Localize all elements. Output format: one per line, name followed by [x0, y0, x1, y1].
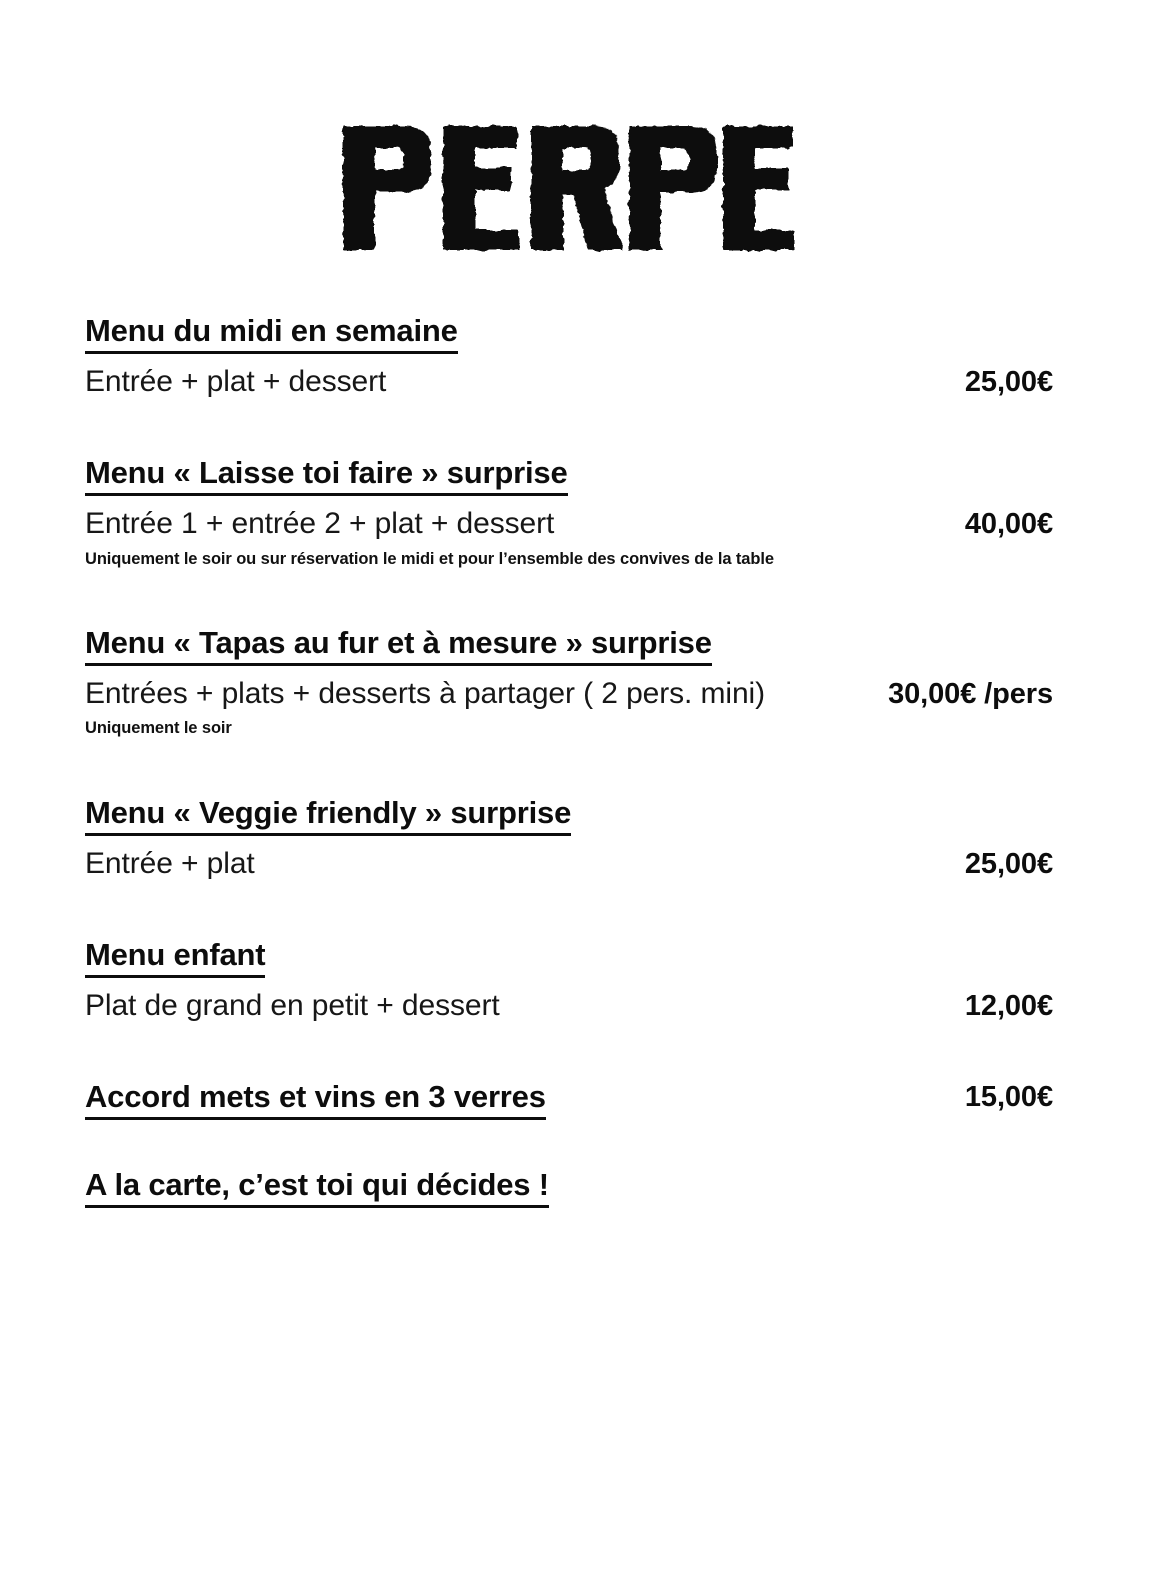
- section-detail-row: [85, 363, 1053, 401]
- section-description: Entrée 1 + entrée 2 + plat + dessert: [85, 507, 555, 541]
- section-detail-row: [85, 675, 1053, 713]
- section-description: Entrée + plat + dessert: [85, 364, 387, 398]
- section-description: Entrée + plat: [85, 846, 255, 880]
- section-title: Menu « Veggie friendly » surprise: [85, 794, 571, 836]
- section-title: Menu « Laisse toi faire » surprise: [85, 454, 568, 496]
- section-title: Menu du midi en semaine: [85, 312, 458, 354]
- section-heading-row: [85, 624, 1053, 666]
- brand-logo: [0, 112, 1170, 264]
- section-price: 15,00€: [964, 1081, 1053, 1114]
- menu-section-enfant: [85, 936, 1053, 1024]
- section-price: 25,00€: [964, 847, 1053, 880]
- menu-section-veggie: [85, 794, 1053, 882]
- section-price: 25,00€: [964, 365, 1053, 398]
- section-description: Entrées + plats + desserts à partager ( 2 pers. mini): [85, 676, 766, 710]
- menu-sections: [85, 312, 1053, 1262]
- menu-section-tapas: [85, 624, 1053, 740]
- section-title: Menu enfant: [85, 936, 265, 978]
- section-heading-row: [85, 454, 1053, 496]
- menu-section-a-la-carte: [85, 1166, 1053, 1208]
- section-detail-row: [85, 845, 1053, 883]
- section-heading-row: [85, 794, 1053, 836]
- section-heading-row: [85, 1166, 1053, 1208]
- section-heading-row: [85, 312, 1053, 354]
- section-price: 12,00€: [964, 989, 1053, 1022]
- section-price: 30,00€ /pers: [888, 677, 1053, 710]
- section-note: Uniquement le soir: [85, 719, 232, 738]
- section-heading-row: [85, 936, 1053, 978]
- section-note: Uniquement le soir ou sur réservation le midi et pour l’ensemble des convives de la table: [85, 549, 774, 568]
- menu-section-laisse-toi-faire: [85, 454, 1053, 570]
- menu-section-midi: [85, 312, 1053, 400]
- section-detail-row: [85, 505, 1053, 543]
- section-title: Menu « Tapas au fur et à mesure » surprise: [85, 624, 712, 666]
- section-description: Plat de grand en petit + dessert: [85, 988, 500, 1022]
- section-heading-row: [85, 1078, 1053, 1120]
- section-price: 40,00€: [964, 508, 1053, 541]
- menu-section-accord-mets-vins: [85, 1078, 1053, 1120]
- section-title: Accord mets et vins en 3 verres: [85, 1078, 546, 1120]
- perpete-logo: [335, 118, 835, 258]
- section-detail-row: [85, 987, 1053, 1025]
- section-title: A la carte, c’est toi qui décides !: [85, 1166, 549, 1208]
